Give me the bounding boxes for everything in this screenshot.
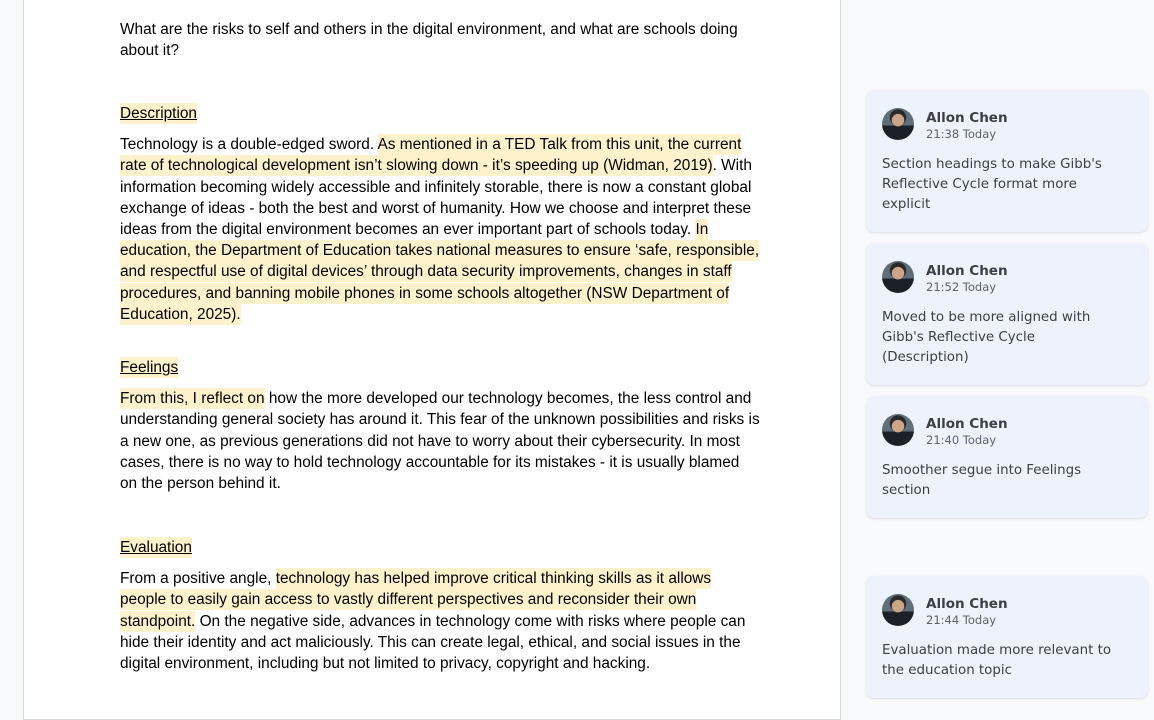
avatar	[882, 108, 914, 140]
description-highlight-2[interactable]: In education, the Department of Education takes national measures to ensure ‘safe, responsible, and respectful use of digital devices’ through data security improvements, changes in staff procedures, and banning mobile phones in some schools altogether (NSW Department of Education, 2025).	[120, 221, 760, 323]
question-paragraph[interactable]	[120, 19, 760, 61]
avatar	[882, 594, 914, 626]
evaluation-section[interactable]	[120, 537, 760, 674]
comment-card[interactable]	[866, 90, 1148, 232]
comment-text: Smoother segue into Feelings section	[882, 463, 1082, 498]
comment-text: Moved to be more aligned with Gibb's Reflective Cycle (Description)	[882, 310, 1091, 365]
comment-author: Allon Chen	[926, 263, 1008, 279]
description-heading: Description	[120, 105, 197, 122]
description-paragraph: Technology is a double-edged sword. As mentioned in a TED Talk from this unit, the current rate of technological development isn’t slowing down - it’s speeding up (Widman, 2019). With information becoming widely accessible and infinitely storable, there is now a constant global exchange of ideas - both the best and worst of humanity. How we choose and interpret these ideas from the digital environment becomes an ever important part of schools today. In education, the Department of Education takes national measures to ensure ‘safe, responsible, and respectful use of digital devices’ through data security improvements, changes in staff procedures, and banning mobile phones in some schools altogether (NSW Department of Education, 2025).	[120, 136, 760, 323]
comment-author: Allon Chen	[926, 110, 1008, 126]
comment-time: 21:38 Today	[926, 127, 997, 141]
comment-text: Section headings to make Gibb's Reflective Cycle format more explicit	[882, 157, 1102, 212]
avatar	[882, 414, 914, 446]
evaluation-highlight[interactable]: technology has helped improve critical thinking skills as it allows people to easily gain access to vastly different perspectives and reconsider their own standpoint.	[120, 570, 712, 630]
comment-time: 21:44 Today	[926, 613, 997, 627]
comment-text: Evaluation made more relevant to the education topic	[882, 643, 1112, 678]
evaluation-paragraph: From a positive angle, technology has helped improve critical thinking skills as it allows people to easily gain access to vastly different perspectives and reconsider their own standpoint. On the negative side, advances in technology come with risks where people can hide their identity and act maliciously. This can create legal, ethical, and social issues in the digital environment, including but not limited to privacy, copyright and hacking.	[120, 570, 746, 673]
feelings-heading: Feelings	[120, 359, 179, 376]
feelings-paragraph: From this, I reflect on how the more developed our technology becomes, the less control and understanding general society has around it. This fear of the unknown possibilities and risks is a new one, as previous generations did not have to worry about their cybersecurity. In most cases, there is no way to hold technology accountable for its mistakes - it is usually blamed on the person behind it.	[120, 390, 760, 493]
avatar	[882, 261, 914, 293]
document-page[interactable]	[23, 0, 841, 720]
comment-time: 21:52 Today	[926, 280, 997, 294]
scrollbar[interactable]	[1150, 0, 1154, 705]
feelings-section[interactable]	[120, 357, 760, 494]
comment-card[interactable]	[866, 576, 1148, 698]
description-section[interactable]	[120, 103, 760, 325]
evaluation-heading: Evaluation	[120, 539, 192, 556]
question-text: What are the risks to self and others in the digital environment, and what are schools doing about it?	[120, 21, 738, 60]
comment-author: Allon Chen	[926, 596, 1008, 612]
comment-card[interactable]	[866, 243, 1148, 385]
comment-author: Allon Chen	[926, 416, 1008, 432]
description-highlight-1[interactable]: As mentioned in a TED Talk from this unit, the current rate of technological development isn’t slowing down - it’s speeding up (Widman, 2019)	[120, 136, 742, 175]
feelings-highlight[interactable]: From this, I reflect on	[120, 390, 265, 408]
comments-panel	[866, 0, 1148, 705]
comment-time: 21:40 Today	[926, 433, 997, 447]
comment-card[interactable]	[866, 396, 1148, 518]
